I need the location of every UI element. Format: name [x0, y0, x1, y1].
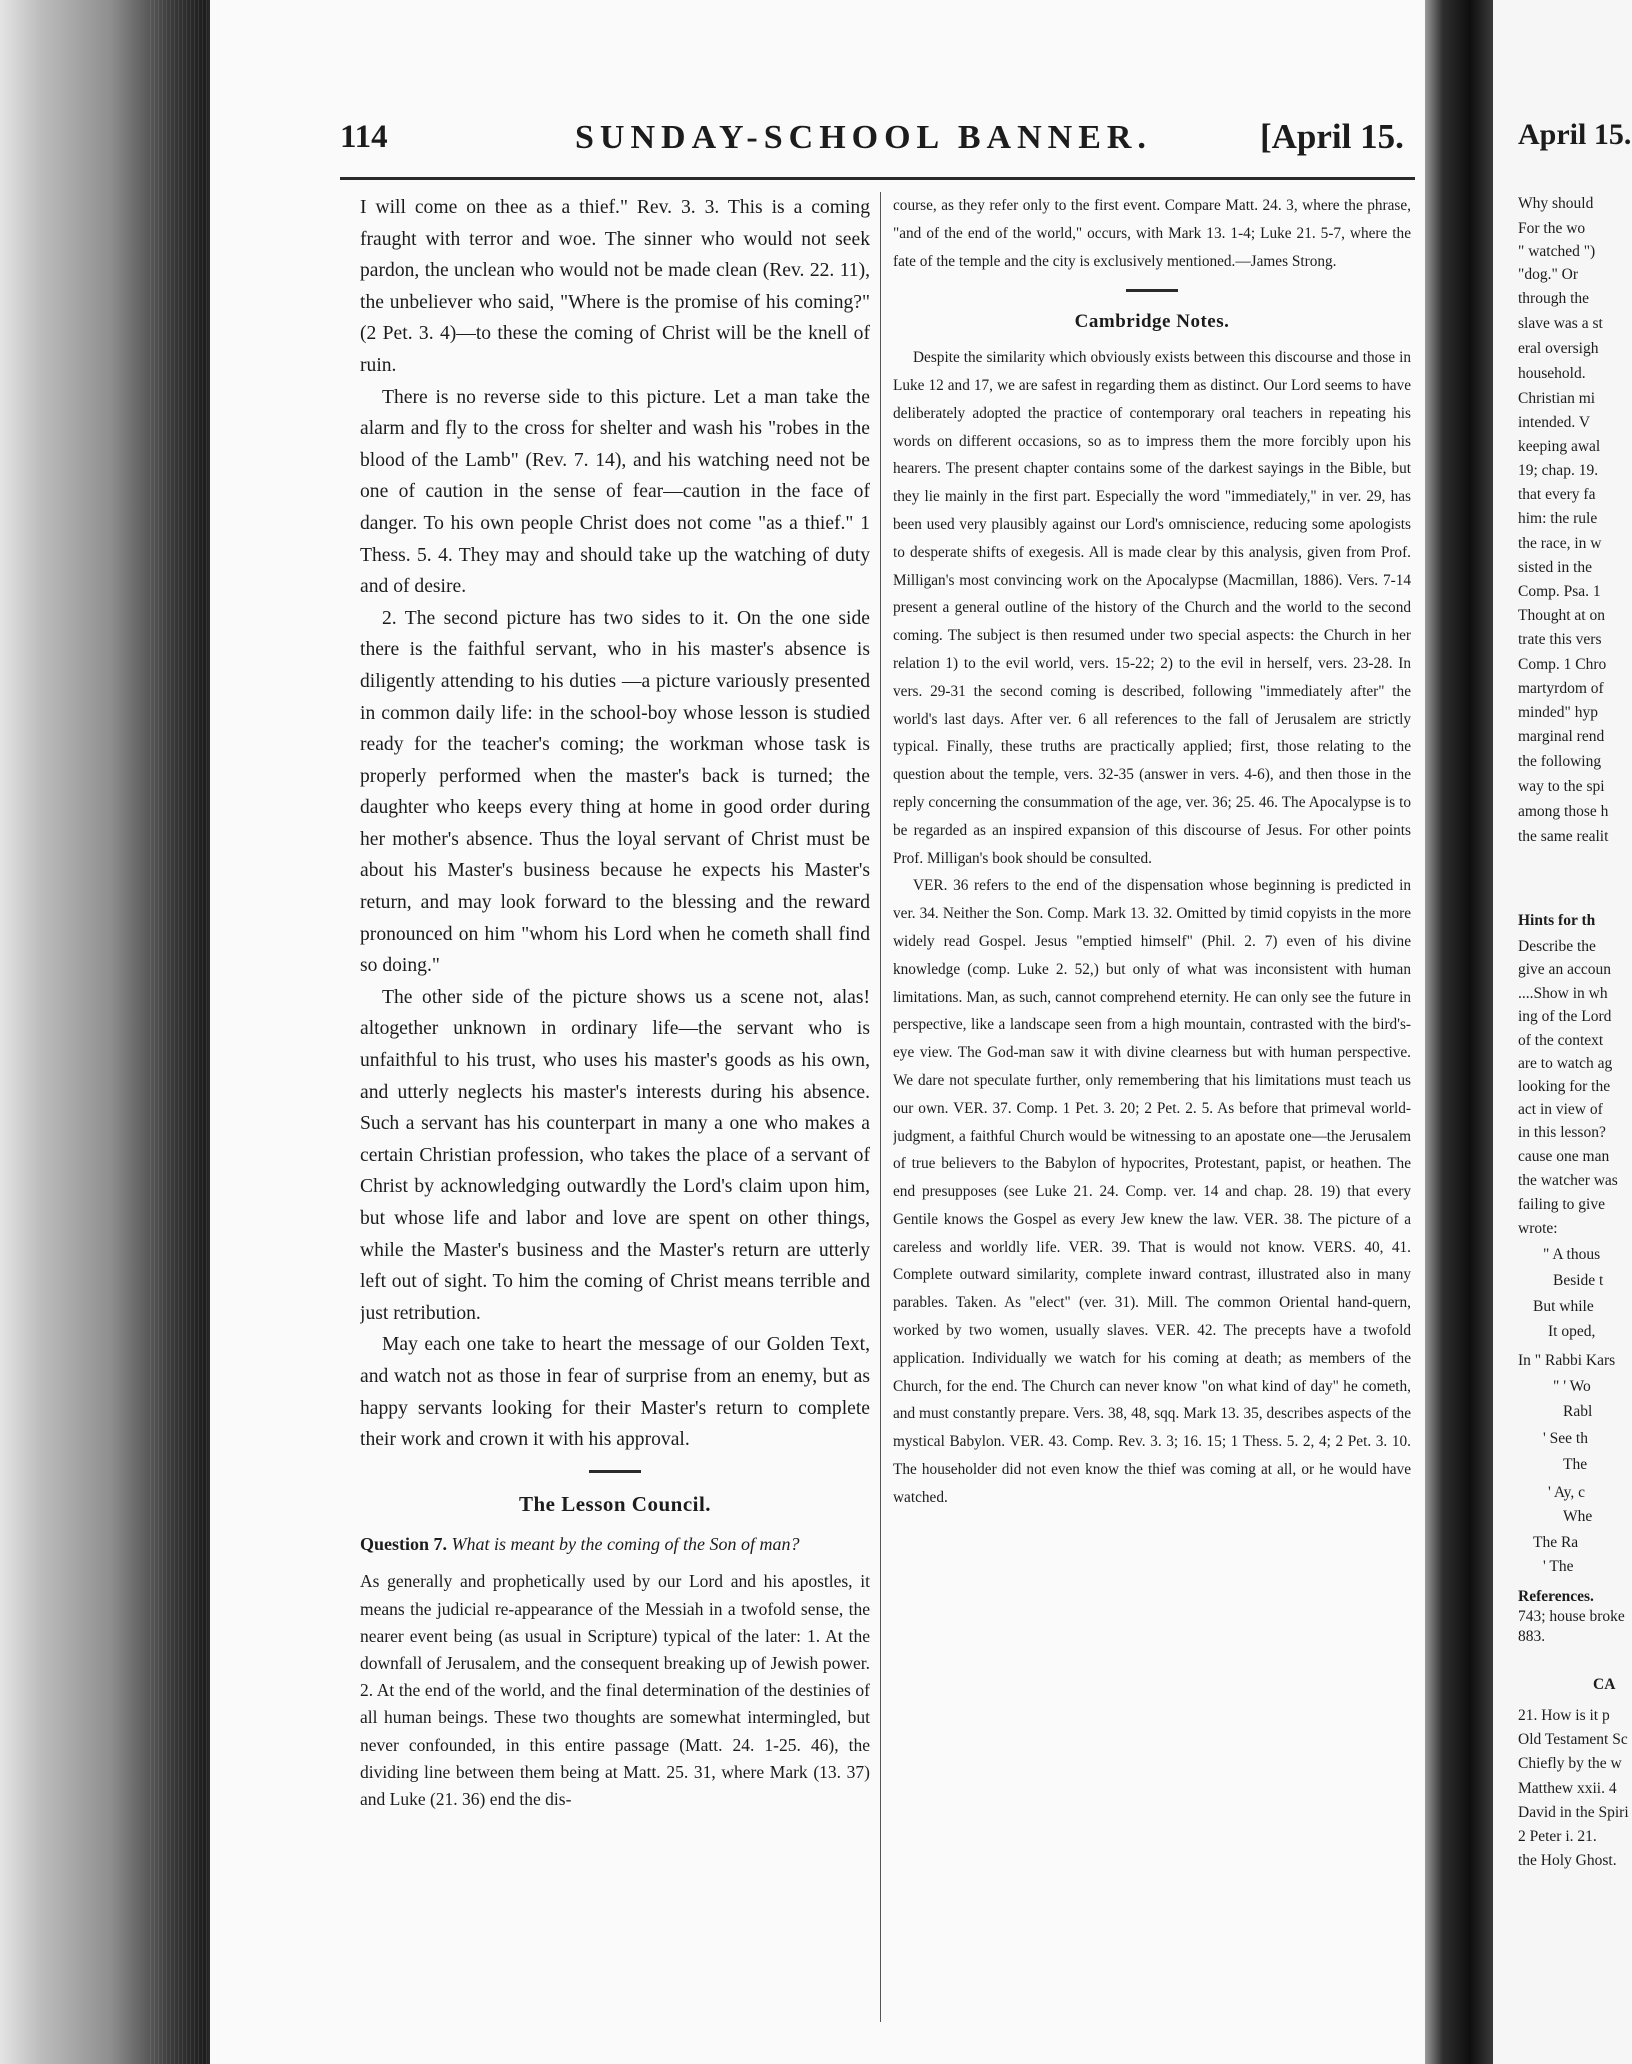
facing-page-line: the watcher was [1518, 1172, 1618, 1189]
notes-paragraph: Despite the similarity which obviously exists between this discourse and those in Luke 12 and 17, we are safest in regarding them as distinct. Our Lord seems to have deliberately adopted the practice of contemporary oral teachers in repeating his words on different occasions, so as to impress them the more forcibly upon his hearers. The present chapter contains some of the darkest sayings in the Bible, but they lie mainly in the first part. Especially the word "immediately," in ver. 29, has been used very plausibly against our Lord's omniscience, reducing some apologists to desperate shifts of exegesis. All is made clear by this analysis, given from Prof. Milligan's most convincing work on the Apocalypse (Macmillan, 1886). Vers. 7-14 present a general outline of the history of the Church and the world to the second coming. The subject is then resumed under two special aspects: the Church in her relation 1) to the evil world, vers. 15-22; 2) to the evil in herself, vers. 23-28. In vers. 29-31 the second coming is described, following "immediately after" the world's last days. After ver. 6 all references to the fall of Jerusalem are strictly typical. Finally, these truths are practically applied; first, those relating to the question about the temple, vers. 32-35 (answer in vers. 4-6), and then those in the reply concerning the consummation of the age, ver. 36; 25. 46. The Apocalypse is to be regarded as an inspired expansion of this discourse of Jesus. For other points Prof. Milligan's book should be consulted. [893, 349, 1411, 867]
left-paragraph: The other side of the picture shows us a scene not, alas! altogether unknown in ordinary life—the servant who is unfaithful to his trust, who uses his master's goods as his own, and utterly neglects his master's interests during his absence. Such a servant has his counterpart in many a one who makes a certain Christian profession, who takes the place of a servant of Christ by acknowledging outwardly the Lord's claim upon him, but whose life and labor and love are spent on other things, while the Master's business and the Master's return are utterly left out of sight. To him the coming of Christ means terrible and just retribution. [360, 986, 870, 1324]
facing-page-line: household. [1518, 365, 1586, 382]
facing-page-line: Chiefly by the w [1518, 1755, 1622, 1772]
facing-page-line: minded" hyp [1518, 704, 1598, 721]
facing-page-line: act in view of [1518, 1101, 1603, 1118]
facing-page-line: Comp. 1 Chro [1518, 656, 1607, 673]
facing-page-line: Why should [1518, 195, 1594, 212]
facing-page-line: give an accoun [1518, 961, 1611, 978]
left-column [360, 192, 870, 2022]
facing-page-line: Whe [1563, 1508, 1593, 1525]
facing-page-line: sisted in the [1518, 559, 1593, 576]
page-stack-lines [150, 0, 210, 2064]
facing-page-line: But while [1533, 1298, 1594, 1315]
facing-page-line: 21. How is it p [1518, 1707, 1610, 1724]
facing-page-line: Thought at on [1518, 607, 1605, 624]
question-heading [360, 1530, 870, 1558]
facing-page-line: cause one man [1518, 1148, 1610, 1165]
section-rule [589, 1470, 641, 1473]
facing-page-line: 19; chap. 19. [1518, 462, 1599, 479]
facing-page-line: way to the spi [1518, 778, 1605, 795]
facing-page-line: References. [1518, 1588, 1594, 1605]
facing-page-line: Hints for th [1518, 912, 1596, 929]
facing-page-line: looking for the [1518, 1078, 1611, 1095]
facing-page-line: Christian mi [1518, 390, 1596, 407]
question-label: Question 7. [360, 1534, 448, 1555]
facing-page-line: CA [1593, 1676, 1616, 1693]
facing-page-line: keeping awal [1518, 438, 1601, 455]
facing-page-line: Rabl [1563, 1403, 1593, 1420]
facing-page-line: The Ra [1533, 1534, 1579, 1551]
facing-page-line: him: the rule [1518, 510, 1598, 527]
right-lead-paragraph: course, as they refer only to the first event. Compare Matt. 24. 3, where the phrase, "and of the end of the world," occurs, with Mark 13. 1-4; Luke 21. 5-7, where the fate of the temple and the city is exclusively mentioned.—James Strong. [893, 197, 1411, 270]
issue-date: [April 15. [1260, 117, 1404, 156]
right-column [893, 192, 1411, 2022]
running-head [340, 115, 1415, 165]
left-paragraph: I will come on thee as a thief." Rev. 3. 3. This is a coming fraught with terror and woe. The sinner who would not seek pardon, the unclean who would not be made clean (Rev. 22. 11), the unbeliever who said, "Where is the promise of his coming?" (2 Pet. 3. 4)—to these the coming of Christ will be the knell of ruin. [360, 197, 870, 376]
facing-page-line: Beside t [1553, 1272, 1604, 1289]
facing-page-fragment [1493, 0, 1632, 2064]
facing-page-line: ' See th [1543, 1430, 1588, 1447]
header-rule [340, 177, 1415, 180]
facing-page-line: that every fa [1518, 486, 1596, 503]
facing-page-line: through the [1518, 290, 1590, 307]
facing-page-line: the race, in w [1518, 535, 1602, 552]
facing-page-line: 2 Peter i. 21. [1518, 1828, 1597, 1845]
facing-page-line: Comp. Psa. 1 [1518, 583, 1601, 600]
facing-page-line: marginal rend [1518, 728, 1605, 745]
facing-page-line: ....Show in wh [1518, 985, 1608, 1002]
left-paragraph: May each one take to heart the message of our Golden Text, and watch not as those in fear of surprise from an enemy, but as happy servants looking for their Master's return to complete their work and crown it with his approval. [360, 1334, 870, 1451]
facing-page-line: For the wo [1518, 220, 1586, 237]
facing-page-line: failing to give [1518, 1196, 1605, 1213]
facing-page-line: ' Ay, c [1548, 1484, 1585, 1501]
facing-page-line: The [1563, 1456, 1588, 1473]
council-paragraph: As generally and prophetically used by our Lord and his apostles, it means the judicial re-appearance of the Messiah in a twofold sense, the nearer event being (as usual in Scripture) typical of the later: 1. At the downfall of Jerusalem, and the consequent breaking up of Jewish power. 2. At the end of the world, and the final determination of the destinies of all human beings. These two thoughts are somewhat intermingled, but never confounded, in this entire passage (Matt. 24. 1-25. 46), the dividing line between them being at Matt. 25. 31, where Mark (13. 37) and Luke (21. 36) end the dis- [360, 1571, 870, 1809]
facing-page-line: the following [1518, 753, 1602, 770]
left-paragraph: There is no reverse side to this picture. Let a man take the alarm and fly to the cross for shelter and wash his "robes in the blood of the Lamb" (Rev. 7. 14), and his watching need not be one of caution in the sense of fear—caution in the face of danger. To his own people Christ does not come "as a thief." 1 Thess. 5. 4. They may and should take up the watching of duty and of desire. [360, 386, 870, 598]
facing-page-line: ing of the Lord [1518, 1008, 1612, 1025]
column-divider [880, 192, 881, 2022]
page-number: 114 [340, 119, 388, 155]
facing-page-line: intended. V [1518, 414, 1591, 431]
facing-page-line: ' The [1543, 1558, 1574, 1575]
facing-page-line: Matthew xxii. 4 [1518, 1780, 1617, 1797]
notes-paragraph: VER. 36 refers to the end of the dispensation whose beginning is predicted in ver. 34. Neither the Son. Comp. Mark 13. 32. Omitted by timid copyists in the more widely read Gospel. Jesus "emptied himself" (Phil. 2. 7) even of his divine knowledge (comp. Luke 2. 52,) but only of what was inconsistent with human limitations. Man, as such, cannot comprehend eternity. He can only see the future in perspective, like a landscape seen from a high mountain, contrasted with the bird's-eye view. The God-man saw it with divine clearness but with human perspective. We dare not speculate further, only remembering that his limitations must teach us our own. VER. 37. Comp. 1 Pet. 3. 20; 2 Pet. 2. 5. As before that primeval world-judgment, a faithful Church would be witnessing to an apostate one—the Jerusalem of true believers to the Babylon of hypocrites, Protestant, papist, or heathen. The end presupposes (see Luke 21. 24. Comp. ver. 14 and chap. 28. 19) that every Gentile knows the Gospel as every Jew knew the law. VER. 38. The picture of a careless and worldly life. VER. 39. That is would not know. VERS. 40, 41. Complete outward similarity, complete inward contrast, illustrated also in many parables. Taken. As "elect" (ver. 31). Mill. The common Oriental hand-quern, worked by two women, usually slaves. VER. 42. The precepts have a twofold application. Individually we watch for his coming at death; as members of the Church, for the end. The Church can never know "on what kind of day" he cometh, and must constantly prepare. Vers. 38, 48, sqq. Mark 13. 35, describes aspects of the mystical Babylon. VER. 43. Comp. Rev. 3. 3; 16. 15; 1 Thess. 5. 2, 4; 2 Pet. 3. 10. The householder did not even know the thief was coming at all, or he would have watched. [893, 877, 1411, 1506]
facing-page-line: are to watch ag [1518, 1055, 1613, 1072]
lesson-council-title: The Lesson Council. [518, 1491, 712, 1516]
magazine-title: SUNDAY-SCHOOL BANNER. [575, 119, 1152, 156]
left-paragraph: 2. The second picture has two sides to it. On the one side there is the faithful servant, who in his master's absence is diligently attending to his duties —a picture variously presented in common daily life: in the school-boy whose lesson is studied ready for the teacher's coming; the workman whose task is properly performed when the master's back is turned; the daughter who keeps every thing at home in good order during her mother's absence. Thus the loyal servant of Christ must be about his Master's business because he expects his Master's return, and may look forward to the blessing and the reward pronounced on him "whom his Lord when he cometh shall find so doing." [360, 607, 870, 977]
facing-page-line: It oped, [1548, 1323, 1596, 1340]
facing-page-line: of the context [1518, 1032, 1604, 1049]
facing-page-line: among those h [1518, 803, 1609, 820]
facing-page-line: 743; house broke [1518, 1608, 1625, 1625]
facing-page-line: eral oversigh [1518, 340, 1599, 357]
cambridge-notes-title: Cambridge Notes. [1074, 311, 1230, 333]
facing-page-line: martyrdom of [1518, 680, 1604, 697]
section-rule [1126, 289, 1178, 292]
facing-page-line: wrote: [1518, 1220, 1558, 1237]
facing-page-line: in this lesson? [1518, 1124, 1606, 1141]
council-answer [360, 1568, 870, 1813]
facing-page-line: In " Rabbi Kars [1518, 1352, 1616, 1369]
facing-page-line: 883. [1518, 1628, 1546, 1645]
facing-page-line: Describe the [1518, 938, 1596, 955]
book-gutter [1425, 0, 1493, 2064]
facing-page-line: "dog." Or [1518, 266, 1579, 283]
facing-page-line: slave was a st [1518, 315, 1603, 332]
facing-page-line: trate this vers [1518, 631, 1602, 648]
question-text: What is meant by the coming of the Son of man? [451, 1534, 800, 1555]
facing-page-line: " watched ") [1518, 243, 1596, 260]
facing-page-line: " ' Wo [1553, 1378, 1591, 1395]
facing-page-line: the Holy Ghost. [1518, 1852, 1617, 1869]
facing-page-line: " A thous [1543, 1246, 1601, 1263]
facing-page-line: the same realit [1518, 828, 1609, 845]
facing-page-date: April 15. [1518, 118, 1632, 151]
facing-page-line: David in the Spiri [1518, 1804, 1629, 1821]
facing-page-line: Old Testament Sc [1518, 1731, 1628, 1748]
